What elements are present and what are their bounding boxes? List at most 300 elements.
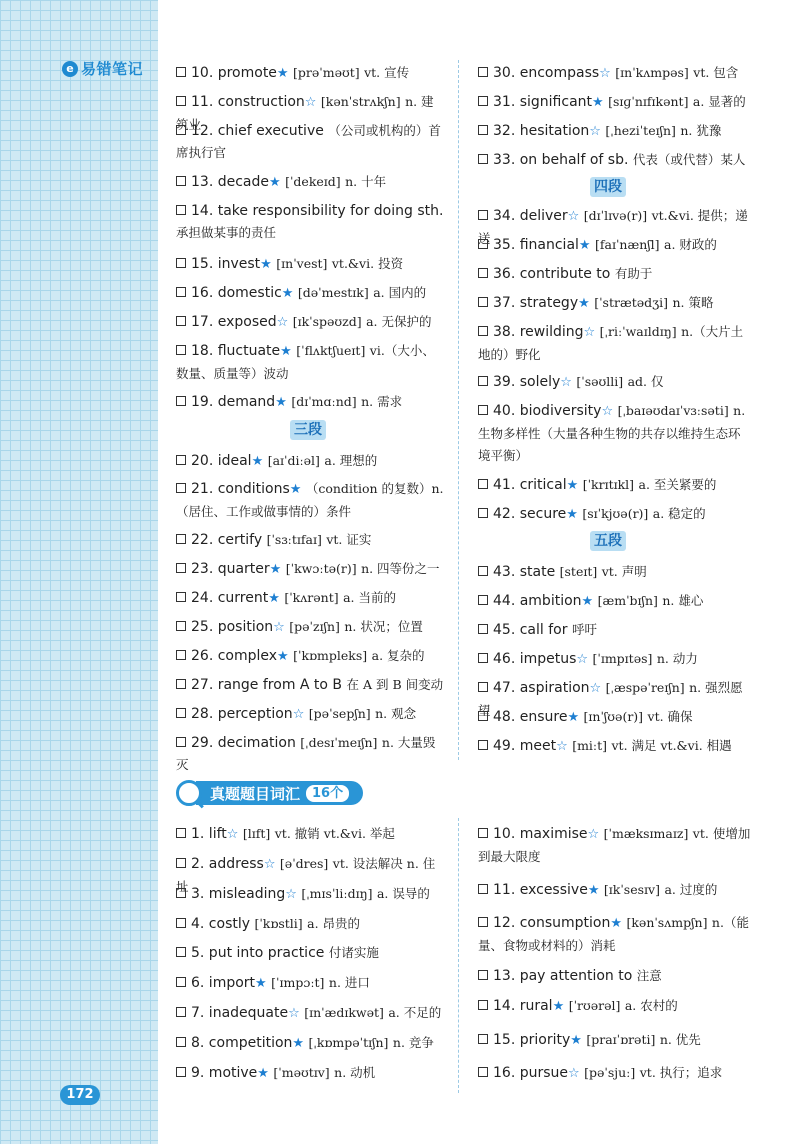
vocab-entry <box>478 823 752 868</box>
definition: ad. 仅 <box>627 374 664 389</box>
definition: n. 四等份之一 <box>361 561 440 576</box>
phonetic: [dəˈmestɪk] <box>297 285 369 300</box>
vocab-entry <box>176 883 444 906</box>
phonetic: [ˈməʊtɪv] <box>273 1065 330 1080</box>
star-icon: ★ <box>587 883 600 898</box>
star-icon: ★ <box>592 95 604 110</box>
phonetic: [kənˈsʌmpʃn] <box>626 915 708 930</box>
hollow-star-icon: ☆ <box>276 315 289 330</box>
phonetic: [ɪkˈsesɪv] <box>603 882 660 897</box>
definition: a. 农村的 <box>624 998 678 1013</box>
vocab-entry <box>478 561 752 583</box>
vocab-word: 14. rural <box>493 998 553 1014</box>
banner-title: 真题题目词汇 <box>210 784 301 803</box>
vocab-entry <box>478 234 752 257</box>
definition: 承担做某事的责任 <box>176 225 277 240</box>
checkbox-icon[interactable] <box>478 1067 488 1077</box>
checkbox-icon[interactable] <box>478 508 488 518</box>
definition: a. 国内的 <box>373 285 427 300</box>
banner-bar <box>196 781 363 805</box>
phonetic: [ˈɪmpɔːt] <box>271 975 325 990</box>
definition: n. 竞争 <box>392 1035 434 1050</box>
checkbox-icon[interactable] <box>176 947 186 957</box>
checkbox-icon[interactable] <box>176 534 186 544</box>
phonetic: [ˈdekeɪd] <box>285 174 341 189</box>
hollow-star-icon: ☆ <box>226 827 239 842</box>
definition: vt. 声明 <box>601 564 647 579</box>
vocab-entry <box>478 292 752 315</box>
phonetic: [əˈdres] <box>279 856 329 871</box>
page-number: 172 <box>60 1085 100 1105</box>
vocab-entry <box>478 965 752 987</box>
phonetic: [pəˈzɪʃn] <box>289 619 340 634</box>
hollow-star-icon: ☆ <box>599 66 611 81</box>
section-label-4: 四段 <box>590 177 626 197</box>
vocab-entry <box>478 706 752 729</box>
checkbox-icon[interactable] <box>176 455 186 465</box>
vocab-word: 46. impetus <box>493 651 577 667</box>
definition: （公司或机构的）首席执行官 <box>176 123 441 160</box>
vocab-word: 4. costly <box>191 916 251 932</box>
vocab-entry <box>176 616 444 639</box>
vocab-entry <box>176 823 444 846</box>
checkbox-icon[interactable] <box>478 884 488 894</box>
definition: （condition 的复数）n.（居住、工作或做事情的）条件 <box>176 481 444 519</box>
definition: vt. 确保 <box>647 709 693 724</box>
vocab-entry <box>478 503 752 526</box>
vocab-word: 19. demand <box>191 394 276 410</box>
phonetic: [steɪt] <box>559 564 598 579</box>
hollow-star-icon: ☆ <box>583 325 596 340</box>
checkbox-icon[interactable] <box>478 1000 488 1010</box>
definition: vt. 满足 vt.&vi. 相遇 <box>611 738 732 753</box>
phonetic: [ˈflʌktʃueɪt] <box>296 343 366 358</box>
definition: a. 至关紧要的 <box>638 477 717 492</box>
vocab-word: 47. aspiration <box>493 680 590 696</box>
checkbox-icon[interactable] <box>176 67 186 77</box>
checkbox-icon[interactable] <box>478 1034 488 1044</box>
vocab-entry <box>176 1062 444 1085</box>
vocab-entry <box>478 62 752 85</box>
checkbox-icon[interactable] <box>478 479 488 489</box>
checkbox-icon[interactable] <box>176 708 186 718</box>
star-icon: ★ <box>552 999 565 1014</box>
banner-count: 16个 <box>306 785 349 802</box>
vocab-word: 22. certify <box>191 532 263 548</box>
vocab-word: 35. financial <box>493 237 579 253</box>
phonetic: [ˌheziˈteɪʃn] <box>605 123 676 138</box>
hollow-star-icon: ☆ <box>587 827 600 842</box>
checkbox-icon[interactable] <box>478 970 488 980</box>
phonetic: [æmˈbɪʃn] <box>597 593 658 608</box>
checkbox-icon[interactable] <box>176 977 186 987</box>
hollow-star-icon: ☆ <box>601 404 614 419</box>
vocab-word: 11. excessive <box>493 882 588 898</box>
magnifier-icon <box>176 780 202 806</box>
vocab-word: 2. address <box>191 856 264 872</box>
definition: a. 理想的 <box>324 453 378 468</box>
definition: a. 过度的 <box>664 882 718 897</box>
star-icon: ★ <box>566 507 578 522</box>
phonetic: [pəˈsepʃn] <box>308 706 371 721</box>
definition: n. 状况；位置 <box>344 619 423 634</box>
checkbox-icon[interactable] <box>176 205 186 215</box>
vocab-entry <box>478 474 752 497</box>
vocab-word: 31. significant <box>493 94 593 110</box>
star-icon: ★ <box>566 478 579 493</box>
vocab-entry <box>478 371 752 394</box>
vocab-entry <box>176 674 444 696</box>
hollow-star-icon: ☆ <box>560 375 572 390</box>
checkbox-icon[interactable] <box>478 917 488 927</box>
column-divider-top <box>458 60 459 760</box>
vocab-entry <box>176 732 444 776</box>
vocab-word: 15. invest <box>191 256 261 272</box>
vocab-word: 3. misleading <box>191 886 286 902</box>
hollow-star-icon: ☆ <box>273 620 285 635</box>
section-label-3: 三段 <box>290 420 326 440</box>
definition: n. 雄心 <box>662 593 704 608</box>
star-icon: ★ <box>257 1066 269 1081</box>
phonetic: [sɪˈkjʊə(r)] <box>582 506 649 521</box>
checkbox-icon[interactable] <box>478 239 488 249</box>
checkbox-icon[interactable] <box>478 653 488 663</box>
hollow-star-icon: ☆ <box>263 857 276 872</box>
definition: n. 策略 <box>672 295 714 310</box>
phonetic: [ˈkwɔːtə(r)] <box>285 561 357 576</box>
vocab-word: 33. on behalf of sb. <box>493 152 629 168</box>
definition: a. 当前的 <box>343 590 396 605</box>
phonetic: [dɪˈlɪvə(r)] <box>583 208 648 223</box>
checkbox-icon[interactable] <box>176 396 186 406</box>
phonetic: [aɪˈdiːəl] <box>267 453 320 468</box>
checkbox-icon[interactable] <box>176 563 186 573</box>
vocab-word: 13. pay attention to <box>493 968 633 984</box>
checkbox-icon[interactable] <box>176 679 186 689</box>
definition: a. 显著的 <box>692 94 746 109</box>
phonetic: [ɪkˈspəʊzd] <box>292 314 362 329</box>
hollow-star-icon: ☆ <box>292 707 305 722</box>
checkbox-icon[interactable] <box>478 828 488 838</box>
checkbox-icon[interactable] <box>478 405 488 415</box>
vocab-entry <box>478 400 752 467</box>
checkbox-icon[interactable] <box>478 125 488 135</box>
phonetic: [ˌbaɪəʊdaɪˈvɜːsəti] <box>617 403 729 418</box>
definition: a. 不足的 <box>388 1005 442 1020</box>
definition: 在 A 到 B 间变动 <box>346 677 444 692</box>
phonetic: [ˈsɜːtɪfaɪ] <box>266 532 322 547</box>
phonetic: [prəˈməʊt] <box>293 65 360 80</box>
definition: a. 稳定的 <box>652 506 706 521</box>
definition: n. 需求 <box>361 394 403 409</box>
vocab-word: 45. call for <box>493 622 568 638</box>
vocab-word: 18. fluctuate <box>191 343 281 359</box>
checkbox-icon[interactable] <box>478 326 488 336</box>
vocab-entry <box>478 619 752 641</box>
vocab-entry <box>176 645 444 668</box>
phonetic: [dɪˈmɑːnd] <box>291 394 357 409</box>
definition: vt. 设法解决 n. 住址 <box>176 856 436 894</box>
vocab-entry <box>478 1029 752 1052</box>
checkbox-icon[interactable] <box>176 483 186 493</box>
definition: n. 优先 <box>659 1032 701 1047</box>
vocab-entry <box>176 450 444 473</box>
checkbox-icon[interactable] <box>176 888 186 898</box>
vocab-word: 30. encompass <box>493 65 600 81</box>
vocab-entry <box>176 558 444 581</box>
definition: vt. 包含 <box>693 65 739 80</box>
checkbox-icon[interactable] <box>478 682 488 692</box>
definition: 付诸实施 <box>328 945 379 960</box>
definition: 代表（或代替）某人 <box>632 152 746 167</box>
hollow-star-icon: ☆ <box>567 209 580 224</box>
checkbox-icon[interactable] <box>478 154 488 164</box>
vocab-entry <box>478 149 752 171</box>
definition: n. 犹豫 <box>680 123 722 138</box>
star-icon: ★ <box>276 66 289 81</box>
star-icon: ★ <box>581 594 594 609</box>
definition: n. 动机 <box>334 1065 376 1080</box>
definition: a. 复杂的 <box>371 648 425 663</box>
logo <box>62 58 143 79</box>
phonetic: [sɪɡˈnɪfɪkənt] <box>608 94 689 109</box>
hollow-star-icon: ☆ <box>285 887 297 902</box>
logo-text: 易错笔记 <box>81 60 144 78</box>
checkbox-icon[interactable] <box>176 96 186 106</box>
star-icon: ★ <box>567 710 580 725</box>
vocab-word: 12. consumption <box>493 915 611 931</box>
checkbox-icon[interactable] <box>176 176 186 186</box>
checkbox-icon[interactable] <box>478 67 488 77</box>
phonetic: [ɪnˈvest] <box>276 256 328 271</box>
phonetic: [ˈrʊərəl] <box>568 998 621 1013</box>
star-icon: ★ <box>289 482 302 497</box>
hollow-star-icon: ☆ <box>576 652 589 667</box>
vocab-word: 10. maximise <box>493 826 588 842</box>
vocab-word: 43. state <box>493 564 556 580</box>
vocab-word: 10. promote <box>191 65 277 81</box>
phonetic: [ˈkrɪtɪkl] <box>582 477 635 492</box>
phonetic: [pəˈsjuː] <box>584 1065 636 1080</box>
phonetic: [kənˈstrʌkʃn] <box>320 94 401 109</box>
vocab-entry <box>176 391 444 414</box>
hollow-star-icon: ☆ <box>556 739 568 754</box>
definition: n. 生物多样性（大量各种生物的共存以维持生态环境平衡） <box>478 403 746 463</box>
vocab-word: 34. deliver <box>493 208 568 224</box>
vocab-entry <box>176 200 444 244</box>
star-icon: ★ <box>570 1033 582 1048</box>
phonetic: [ˈsəʊlli] <box>576 374 624 389</box>
star-icon: ★ <box>268 591 280 606</box>
checkbox-icon[interactable] <box>478 740 488 750</box>
checkbox-icon[interactable] <box>478 566 488 576</box>
checkbox-icon[interactable] <box>176 918 186 928</box>
star-icon: ★ <box>269 562 282 577</box>
vocab-entry <box>176 972 444 995</box>
checkbox-icon[interactable] <box>478 268 488 278</box>
phonetic: [ˌæspəˈreɪʃn] <box>605 680 685 695</box>
checkbox-icon[interactable] <box>176 737 186 747</box>
definition: vt.&vi. 提供；递送 <box>478 208 748 246</box>
star-icon: ★ <box>275 395 287 410</box>
column-divider-bottom <box>458 818 459 1093</box>
exam-vocab-banner <box>176 780 363 806</box>
definition: 呼吁 <box>571 622 597 637</box>
hollow-star-icon: ☆ <box>568 1066 580 1081</box>
vocab-word: 48. ensure <box>493 709 568 725</box>
vocab-word: 21. conditions <box>191 481 290 497</box>
vocab-word: 37. strategy <box>493 295 579 311</box>
vocab-word: 16. domestic <box>191 285 282 301</box>
checkbox-icon[interactable] <box>176 287 186 297</box>
definition: a. 财政的 <box>664 237 717 252</box>
checkbox-icon[interactable] <box>176 1037 186 1047</box>
vocab-entry <box>478 648 752 671</box>
phonetic: [praɪˈɒrəti] <box>586 1032 656 1047</box>
vocab-entry <box>176 171 444 194</box>
vocab-entry <box>176 1002 444 1025</box>
star-icon: ★ <box>578 238 591 253</box>
logo-badge-icon: e <box>62 61 78 77</box>
definition: vt. 使增加到最大限度 <box>478 826 751 864</box>
star-icon: ★ <box>610 916 623 931</box>
vocab-word: 13. decade <box>191 174 269 190</box>
hollow-star-icon: ☆ <box>589 681 602 696</box>
vocab-word: 26. complex <box>191 648 278 664</box>
vocab-word: 9. motive <box>191 1065 258 1081</box>
vocab-word: 14. take responsibility for doing sth. <box>191 203 444 219</box>
checkbox-icon[interactable] <box>478 376 488 386</box>
checkbox-icon[interactable] <box>176 258 186 268</box>
vocab-word: 38. rewilding <box>493 324 584 340</box>
checkbox-icon[interactable] <box>176 1007 186 1017</box>
vocab-entry <box>176 942 444 964</box>
vocab-word: 44. ambition <box>493 593 582 609</box>
vocab-entry <box>176 587 444 610</box>
checkbox-icon[interactable] <box>478 595 488 605</box>
phonetic: [ˈkɒstli] <box>254 916 303 931</box>
definition: a. 无保护的 <box>366 314 432 329</box>
vocab-entry <box>176 703 444 726</box>
definition: n. 进口 <box>328 975 370 990</box>
checkbox-icon[interactable] <box>176 316 186 326</box>
checkbox-icon[interactable] <box>176 621 186 631</box>
vocab-entry <box>176 311 444 334</box>
definition: a. 昂贵的 <box>307 916 361 931</box>
vocab-word: 41. critical <box>493 477 567 493</box>
star-icon: ★ <box>578 296 590 311</box>
vocab-entry <box>478 321 752 366</box>
checkbox-icon[interactable] <box>176 650 186 660</box>
vocab-entry <box>478 590 752 613</box>
vocab-word: 16. pursue <box>493 1065 569 1081</box>
vocab-word: 15. priority <box>493 1032 571 1048</box>
definition: vt. 执行；追求 <box>639 1065 723 1080</box>
phonetic: [ˈkɒmpleks] <box>293 648 368 663</box>
definition: n. 动力 <box>656 651 698 666</box>
vocab-entry <box>478 995 752 1018</box>
definition: vt.&vi. 投资 <box>331 256 404 271</box>
definition: vt. 宣传 <box>364 65 410 80</box>
vocab-word: 8. competition <box>191 1035 293 1051</box>
section-label-5: 五段 <box>590 531 626 551</box>
vocab-word: 6. import <box>191 975 256 991</box>
definition: n.（能量、食物或材料的）消耗 <box>478 915 749 953</box>
vocab-entry <box>478 912 752 957</box>
phonetic: [ˌriːˈwaɪldɪŋ] <box>599 324 677 339</box>
vocab-word: 42. secure <box>493 506 567 522</box>
vocab-entry <box>478 120 752 143</box>
definition: vt. 撤销 vt.&vi. 举起 <box>274 826 395 841</box>
vocab-word: 20. ideal <box>191 453 252 469</box>
vocab-entry <box>176 253 444 276</box>
definition: n. 强烈愿望 <box>478 680 743 718</box>
phonetic: [ˈɪmpɪtəs] <box>592 651 653 666</box>
vocab-word: 27. range from A to B <box>191 677 343 693</box>
vocab-word: 11. construction <box>191 94 305 110</box>
checkbox-icon[interactable] <box>478 624 488 634</box>
definition: n. 十年 <box>345 174 387 189</box>
star-icon: ★ <box>251 454 264 469</box>
vocab-word: 25. position <box>191 619 274 635</box>
vocab-word: 40. biodiversity <box>493 403 602 419</box>
vocab-word: 39. solely <box>493 374 561 390</box>
vocab-word: 32. hesitation <box>493 123 590 139</box>
phonetic: [ɪnˈʃʊə(r)] <box>583 709 644 724</box>
checkbox-icon[interactable] <box>478 297 488 307</box>
phonetic: [lɪft] <box>242 826 271 841</box>
checkbox-icon[interactable] <box>176 125 186 135</box>
phonetic: [miːt] <box>572 738 608 753</box>
vocab-entry <box>478 735 752 758</box>
checkbox-icon[interactable] <box>478 210 488 220</box>
vocab-entry <box>176 529 444 551</box>
star-icon: ★ <box>260 257 272 272</box>
checkbox-icon[interactable] <box>176 345 186 355</box>
definition: 注意 <box>636 968 662 983</box>
checkbox-icon[interactable] <box>478 96 488 106</box>
vocab-word: 7. inadequate <box>191 1005 289 1021</box>
vocab-entry <box>176 913 444 935</box>
star-icon: ★ <box>292 1036 305 1051</box>
definition: n. 建筑业 <box>176 94 434 132</box>
checkbox-icon[interactable] <box>176 858 186 868</box>
vocab-word: 49. meet <box>493 738 557 754</box>
vocab-entry <box>176 340 444 385</box>
vocab-word: 1. lift <box>191 826 227 842</box>
vocab-entry <box>176 478 444 523</box>
definition: vi.（大小、数量、质量等）波动 <box>176 343 435 381</box>
phonetic: [ˈkʌrənt] <box>284 590 339 605</box>
phonetic: [ɪnˈædɪkwət] <box>304 1005 384 1020</box>
checkbox-icon[interactable] <box>176 592 186 602</box>
vocab-word: 17. exposed <box>191 314 277 330</box>
vocab-entry <box>478 1062 752 1085</box>
vocab-entry <box>478 263 752 285</box>
phonetic: [ɪnˈkʌmpəs] <box>615 65 689 80</box>
checkbox-icon[interactable] <box>176 1067 186 1077</box>
phonetic: [ˌdesɪˈmeɪʃn] <box>300 735 378 750</box>
vocab-word: 36. contribute to <box>493 266 611 282</box>
phonetic: [ˈmæksɪmaɪz] <box>603 826 689 841</box>
hollow-star-icon: ☆ <box>288 1006 300 1021</box>
checkbox-icon[interactable] <box>176 828 186 838</box>
vocab-entry <box>478 879 752 902</box>
checkbox-icon[interactable] <box>478 711 488 721</box>
vocab-entry <box>176 1032 444 1055</box>
vocab-word: 23. quarter <box>191 561 270 577</box>
star-icon: ★ <box>277 649 289 664</box>
